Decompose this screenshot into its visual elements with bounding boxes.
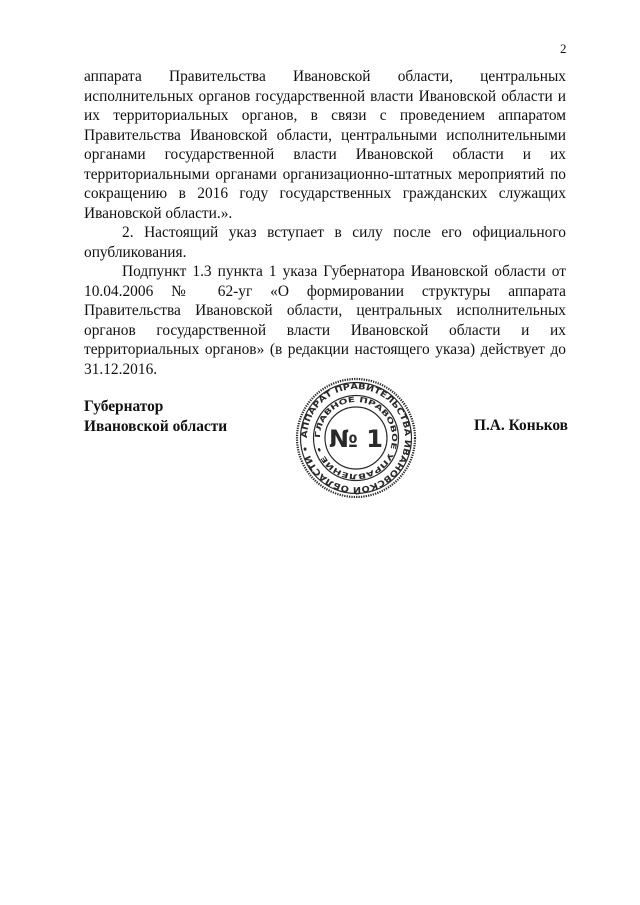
seal-center-number: № 1 xyxy=(329,425,383,453)
signature-title-line1: Губернатор xyxy=(84,398,164,415)
paragraph-effective-date: 2. Настоящий указ вступает в силу после его официального опубликования. xyxy=(84,224,566,261)
paragraph-subclause: Подпункт 1.3 пункта 1 указа Губернатора Ивановской области от 10.04.2006 № 62-уг «О формировании структуры аппарата Правительства Ивановской области, центральных исполнительных органов государственной власти Ивановской области и их территориальных органов» (в редакции настоящего указа) действует до 31.12.2016. xyxy=(84,263,566,378)
seal-outer-text: АППАРАТ ПРАВИТЕЛЬСТВА ИВАНОВСКОЙ ОБЛАСТИ • xyxy=(298,380,414,496)
body-text xyxy=(84,67,566,379)
paragraph-continuation: аппарата Правительства Ивановской области, центральных исполнительных органов государственной власти Ивановской области и их территориальных органов, в связи с проведением аппаратом Правительства Ивановской области, центральными исполнительными органами государственной власти Ивановской области и их территориальными органами организационно-штатных мероприятий по сокращению в 2016 году государственных гражданских служащих Ивановской области.». xyxy=(84,68,566,222)
official-seal xyxy=(295,377,417,499)
page-number: 2 xyxy=(560,41,567,56)
seal-inner-text: ГЛАВНОЕ ПРАВОВОЕ УПРАВЛЕНИЕ • xyxy=(312,394,400,482)
seal-graphic xyxy=(295,377,417,499)
signature-title xyxy=(84,397,227,436)
signatory-name: П.А. Коньков xyxy=(473,417,568,434)
signature-title-line2: Ивановской области xyxy=(84,417,228,435)
